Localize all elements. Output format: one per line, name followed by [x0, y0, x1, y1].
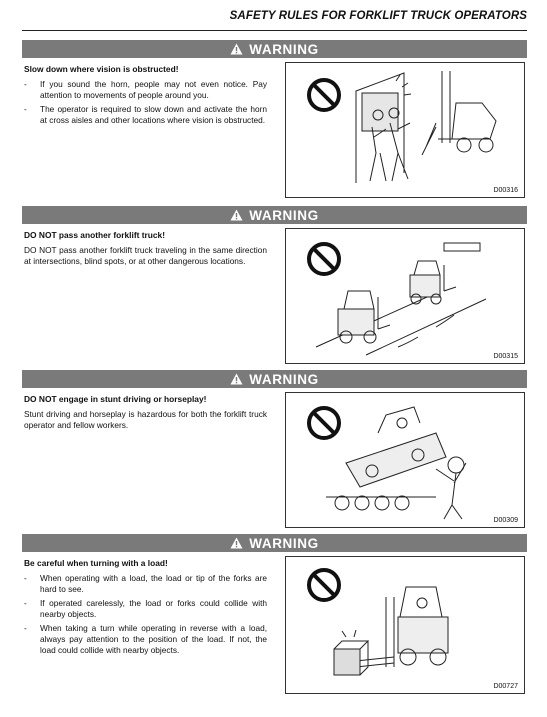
- warning-bar: [22, 370, 527, 388]
- warning-section-2: [22, 206, 527, 366]
- prohibition-icon: [309, 570, 339, 600]
- bullet-item: - When taking a turn while operating in reverse with a load, always pay attention to the position of the load. If not, the load could collide with nearby objects.: [24, 623, 267, 656]
- bullet-item: - When operating with a load, the load or tip of the forks are hard to see.: [24, 573, 267, 595]
- bullet-item: - The operator is required to slow down and activate the horn at cross aisles and other locations where vision is obstructed.: [24, 104, 267, 126]
- page-header-title: SAFETY RULES FOR FORKLIFT TRUCK OPERATORS: [229, 10, 527, 22]
- warning-bar: [22, 534, 527, 552]
- warning-label: WARNING: [249, 371, 319, 387]
- passing-forklift-illustration: [286, 229, 524, 363]
- warning-triangle-icon: [230, 537, 243, 549]
- prohibition-icon: [309, 244, 339, 274]
- bullet-item: - If operated carelessly, the load or forks could collide with nearby objects.: [24, 598, 267, 620]
- warning-section-4: [22, 534, 527, 697]
- illustration-code: D00309: [493, 517, 518, 524]
- illustration-frame: [285, 392, 525, 528]
- section-paragraph: DO NOT pass another forklift truck traveling in the same direction at intersections, blind spots, or at other dangerous locations.: [24, 245, 267, 266]
- warning-bar: [22, 40, 527, 58]
- warning-label: WARNING: [249, 41, 319, 57]
- warning-label: WARNING: [249, 535, 319, 551]
- section-paragraph: Stunt driving and horseplay is hazardous for both the forklift truck operator and fellow workers.: [24, 409, 267, 430]
- warning-label: WARNING: [249, 207, 319, 223]
- section-heading: DO NOT pass another forklift truck!: [24, 230, 165, 240]
- illustration-code: D00727: [493, 683, 518, 690]
- illustration-code: D00316: [493, 187, 518, 194]
- illustration-frame: [285, 62, 525, 198]
- warning-section-1: [22, 40, 527, 200]
- section-heading: Be careful when turning with a load!: [24, 558, 168, 568]
- warning-triangle-icon: [230, 209, 243, 221]
- bullet-item: - If you sound the horn, people may not even notice. Pay attention to movements of people around you.: [24, 79, 267, 101]
- prohibition-icon: [309, 80, 339, 110]
- warning-triangle-icon: [230, 373, 243, 385]
- obstructed-vision-illustration: [286, 63, 524, 197]
- illustration-frame: [285, 228, 525, 364]
- warning-bar: [22, 206, 527, 224]
- prohibition-icon: [309, 408, 339, 438]
- header-rule: [22, 30, 527, 31]
- section-heading: Slow down where vision is obstructed!: [24, 64, 179, 74]
- section-heading: DO NOT engage in stunt driving or horseplay!: [24, 394, 207, 404]
- illustration-code: D00315: [493, 353, 518, 360]
- stunt-driving-illustration: [286, 393, 524, 527]
- warning-section-3: [22, 370, 527, 530]
- warning-triangle-icon: [230, 43, 243, 55]
- illustration-frame: [285, 556, 525, 694]
- turning-with-load-illustration: [286, 557, 524, 693]
